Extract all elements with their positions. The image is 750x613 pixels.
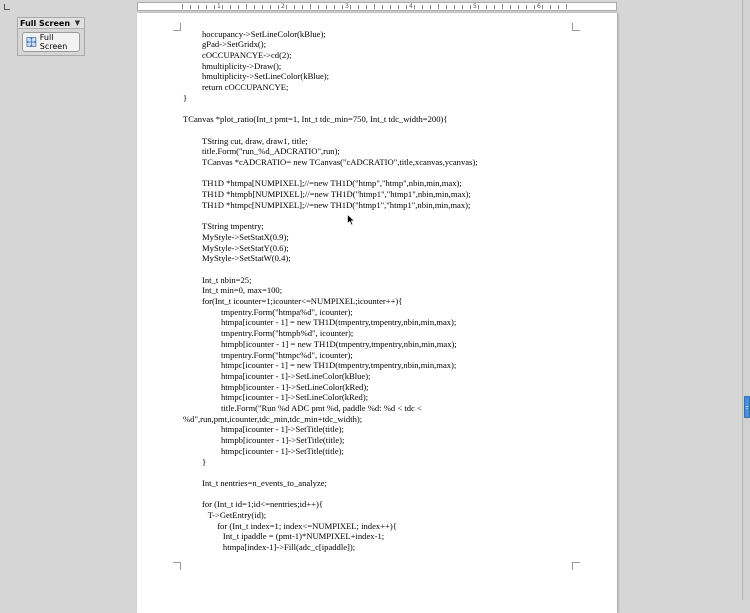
page-corner-mark <box>572 23 580 31</box>
document-page[interactable] <box>137 13 617 613</box>
ruler-tick <box>366 5 367 9</box>
ruler-tick <box>566 4 567 9</box>
ruler-tick <box>430 5 431 9</box>
ruler-tick <box>478 5 479 9</box>
horizontal-ruler <box>0 0 750 13</box>
code-line: hmultiplicity->Draw(); <box>202 60 282 71</box>
code-line: return cOCCUPANCYE; <box>202 82 289 92</box>
code-line: Int_t nentries=n_events_to_analyze; <box>202 477 327 488</box>
code-line: TString tmpentry; <box>202 221 264 232</box>
code-line: tmpentry.Form("htmpb%d", icounter); <box>221 328 354 339</box>
code-line: Int_t nbin=25; <box>202 274 252 285</box>
ruler-tick <box>246 4 247 9</box>
code-line: Int_t ipaddle = (pmt-1)*NUMPIXEL+index-1; <box>222 531 385 542</box>
ruler-strip[interactable] <box>137 2 617 11</box>
ruler-number: 6 <box>537 3 541 10</box>
code-line: TH1D *htmpa[NUMPIXEL];//=new TH1D("htmp","htmp",nbin,min,max); <box>202 178 462 189</box>
ruler-tick <box>350 5 351 9</box>
code-line: } <box>202 456 207 467</box>
ruler-tick <box>334 5 335 9</box>
ruler-tick <box>342 5 343 9</box>
code-line: tmpentry.Form("htmpa%d", icounter); <box>221 306 353 317</box>
ruler-tick <box>502 4 503 9</box>
code-line: htmpb[icounter - 1]->SetTitle(title); <box>221 435 345 446</box>
ruler-tick <box>254 5 255 9</box>
ruler-tick <box>182 4 183 9</box>
ruler-tick <box>398 5 399 9</box>
code-line: for(Int_t icounter=1;icounter<=NUMPIXEL;icounter++){ <box>202 296 403 306</box>
ruler-tick <box>374 4 375 9</box>
ruler-tick <box>438 4 439 9</box>
code-line: htmpb[icounter - 1]->SetLineColor(kRed); <box>221 381 369 392</box>
scrollbar-thumb[interactable] <box>744 396 750 418</box>
ruler-tick <box>278 5 279 9</box>
toolbar-title-label: Full Screen <box>20 19 71 28</box>
ruler-tick <box>286 5 287 9</box>
page-corner-mark <box>173 562 181 570</box>
code-line: for (Int_t id=1;id<=nentries;id++){ <box>202 499 323 510</box>
ruler-tick <box>238 5 239 9</box>
code-line: for (Int_t index=1; index<=NUMPIXEL; index++){ <box>217 520 397 531</box>
ruler-tick <box>326 5 327 9</box>
ruler-tick <box>390 5 391 9</box>
fullscreen-icon <box>26 36 37 48</box>
ruler-tick <box>534 5 535 9</box>
ruler-tick <box>414 5 415 9</box>
code-line: TString cut, draw, draw1, title; <box>202 135 308 146</box>
ruler-number: 5 <box>473 3 477 10</box>
ruler-tick <box>222 5 223 9</box>
ruler-tick <box>462 5 463 9</box>
ruler-tick <box>294 5 295 9</box>
code-line: Int_t min=0, max=100; <box>202 285 283 296</box>
code-line: htmpc[icounter - 1] = new TH1D(tmpentry,tmpentry,nbin,min,max); <box>221 360 457 371</box>
code-line: MyStyle->SetStatY(0.6); <box>202 242 289 253</box>
toolbar-title[interactable] <box>18 18 84 29</box>
code-line: MyStyle->SetStatX(0.9); <box>202 231 289 242</box>
ruler-tick <box>382 5 383 9</box>
ruler-tick <box>518 5 519 9</box>
code-line: htmpc[icounter - 1]->SetTitle(title); <box>221 445 344 456</box>
page-corner-mark <box>173 23 181 31</box>
ruler-tick <box>270 5 271 9</box>
ruler-tick <box>198 5 199 9</box>
ruler-tick <box>214 5 215 9</box>
ruler-tick <box>510 5 511 9</box>
code-line: htmpa[index-1]->Fill(adc_c[ipaddle]); <box>222 542 356 553</box>
ruler-tick <box>358 5 359 9</box>
code-line: TCanvas *plot_ratio(Int_t pmt=1, Int_t tdc_min=750, Int_t tdc_width=200){ <box>183 114 448 125</box>
ruler-tick <box>550 5 551 9</box>
code-line: MyStyle->SetStatW(0.4); <box>202 253 291 264</box>
code-line: title.Form("run_%d_ADCRATIO",run); <box>202 146 340 157</box>
ruler-number: 1 <box>217 3 221 10</box>
code-line: htmpa[icounter - 1] = new TH1D(tmpentry,tmpentry,nbin,min,max); <box>221 317 457 328</box>
code-line: title.Form("Run %d ADC pmt %d, paddle %d: %d < tdc < <box>221 403 422 413</box>
ruler-tick <box>558 5 559 9</box>
ruler-tick <box>230 5 231 9</box>
ruler-tick <box>494 5 495 9</box>
ruler-number: 2 <box>281 3 285 10</box>
ruler-tick <box>318 5 319 9</box>
ruler-number: 4 <box>409 3 413 10</box>
code-line: cOCCUPANCYE->cd(2); <box>202 49 292 60</box>
code-line: tmpentry.Form("htmpc%d", icounter); <box>221 349 353 360</box>
code-line: T->GetEntry(id); <box>207 510 267 520</box>
full-screen-toolbar <box>17 17 85 56</box>
code-line: TH1D *htmpc[NUMPIXEL];//=new TH1D("htmp1","htmp1",nbin,min,max); <box>202 199 471 210</box>
code-line: hmultiplicity->SetLineColor(kBlue); <box>202 71 330 82</box>
tab-stop-selector[interactable] <box>4 4 10 10</box>
ruler-tick <box>446 5 447 9</box>
ruler-tick <box>486 5 487 9</box>
ruler-tick <box>406 5 407 9</box>
ruler-tick <box>542 5 543 9</box>
vertical-scrollbar[interactable] <box>742 0 750 600</box>
code-line: hoccupancy->SetLineColor(kBlue); <box>202 28 326 39</box>
code-line: gPad->SetGridx(); <box>202 39 267 50</box>
ruler-tick <box>190 5 191 9</box>
ruler-number: 3 <box>345 3 349 10</box>
ruler-tick <box>206 5 207 9</box>
ruler-tick <box>454 5 455 9</box>
ruler-tick <box>302 5 303 9</box>
code-line: htmpb[icounter - 1] = new TH1D(tmpentry,tmpentry,nbin,min,max); <box>221 338 457 349</box>
mouse-cursor-icon <box>347 214 355 226</box>
ruler-tick <box>262 5 263 9</box>
code-line: TH1D *htmpb[NUMPIXEL];//=new TH1D("htmp1","htmp1",nbin,min,max); <box>202 189 471 199</box>
full-screen-button-label: Full Screen <box>39 33 68 51</box>
ruler-tick <box>422 5 423 9</box>
code-line: htmpa[icounter - 1]->SetLineColor(kBlue); <box>221 370 371 381</box>
code-line: htmpa[icounter - 1]->SetTitle(title); <box>221 424 344 435</box>
ruler-tick <box>526 5 527 9</box>
chevron-down-icon[interactable]: ▼ <box>74 19 81 27</box>
code-line: } <box>183 92 188 103</box>
code-line: TCanvas *cADCRATIO= new TCanvas("cADCRATIO",title,xcanvas,ycanvas); <box>202 156 478 167</box>
ruler-tick <box>310 4 311 9</box>
code-line: htmpc[icounter - 1]->SetLineColor(kRed); <box>221 392 369 403</box>
full-screen-button[interactable] <box>22 32 80 52</box>
page-corner-mark <box>572 562 580 570</box>
ruler-tick <box>470 5 471 9</box>
code-line: %d",run,pmt,icounter,tdc_min,tdc_min+tdc_width); <box>183 413 363 424</box>
